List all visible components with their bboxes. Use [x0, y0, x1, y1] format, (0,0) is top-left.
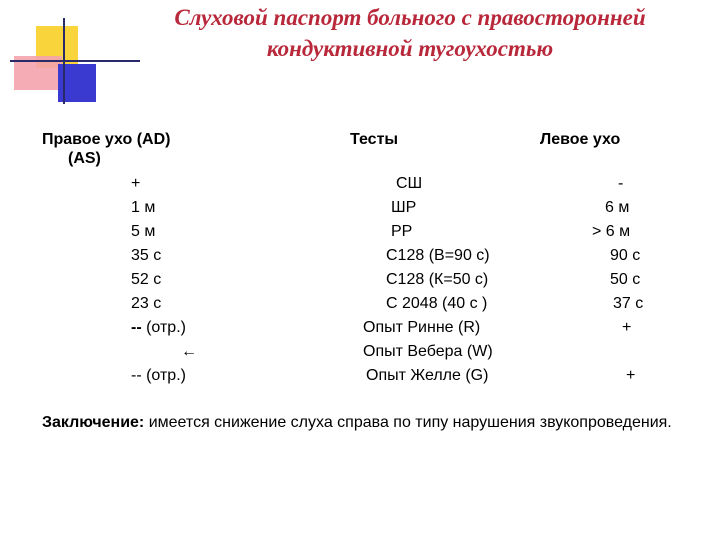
row-3-left: 90 с	[610, 247, 641, 264]
row-7-test: Опыт Вебера (W)	[363, 343, 493, 360]
title-line-1: Слуховой паспорт больного с правосторонней	[174, 5, 646, 30]
row-4-right: 52 с	[131, 271, 162, 288]
row-2-test: РР	[391, 223, 413, 240]
row-4-left: 50 с	[610, 271, 641, 288]
row-4-test: С128 (К=50 с)	[386, 271, 489, 288]
conclusion	[42, 412, 702, 433]
row-6-left: +	[622, 319, 632, 336]
row-3-right: 35 с	[131, 247, 162, 264]
row-7-right-arrow-icon: ←	[181, 343, 197, 360]
row-1-test: ШР	[391, 199, 417, 216]
row-1-right: 1 м	[131, 199, 156, 216]
slide-title	[100, 2, 720, 64]
row-8-left: +	[626, 367, 636, 384]
header-right-ear-sub: (AS)	[68, 150, 101, 167]
title-line-2: кондуктивной тугоухостью	[266, 36, 554, 61]
row-6-right	[131, 318, 186, 338]
conclusion-label: Заключение:	[42, 414, 145, 431]
row-2-right: 5 м	[131, 223, 156, 240]
row-0-test: СШ	[396, 175, 423, 192]
conclusion-text: имеется снижение слуха справа по типу нарушения звукопроведения.	[144, 414, 672, 431]
row-6-right-mark: --	[131, 319, 142, 336]
row-0-left: -	[618, 175, 624, 192]
row-5-test: С 2048 (40 с )	[386, 295, 488, 312]
row-8-right: -- (отр.)	[131, 367, 186, 384]
row-2-left: > 6 м	[592, 223, 631, 240]
row-6-right-text: (отр.)	[141, 319, 186, 336]
row-5-left: 37 с	[613, 295, 644, 312]
row-1-left: 6 м	[605, 199, 630, 216]
header-right-ear: Правое ухо (AD)	[42, 131, 171, 148]
header-left-ear: Левое ухо	[540, 131, 621, 148]
row-6-test: Опыт Ринне (R)	[363, 319, 481, 336]
row-0-right: +	[131, 175, 141, 192]
row-3-test: С128 (В=90 с)	[386, 247, 490, 264]
row-5-right: 23 с	[131, 295, 162, 312]
header-tests: Тесты	[350, 131, 399, 148]
row-8-test: Опыт Желле (G)	[366, 367, 489, 384]
